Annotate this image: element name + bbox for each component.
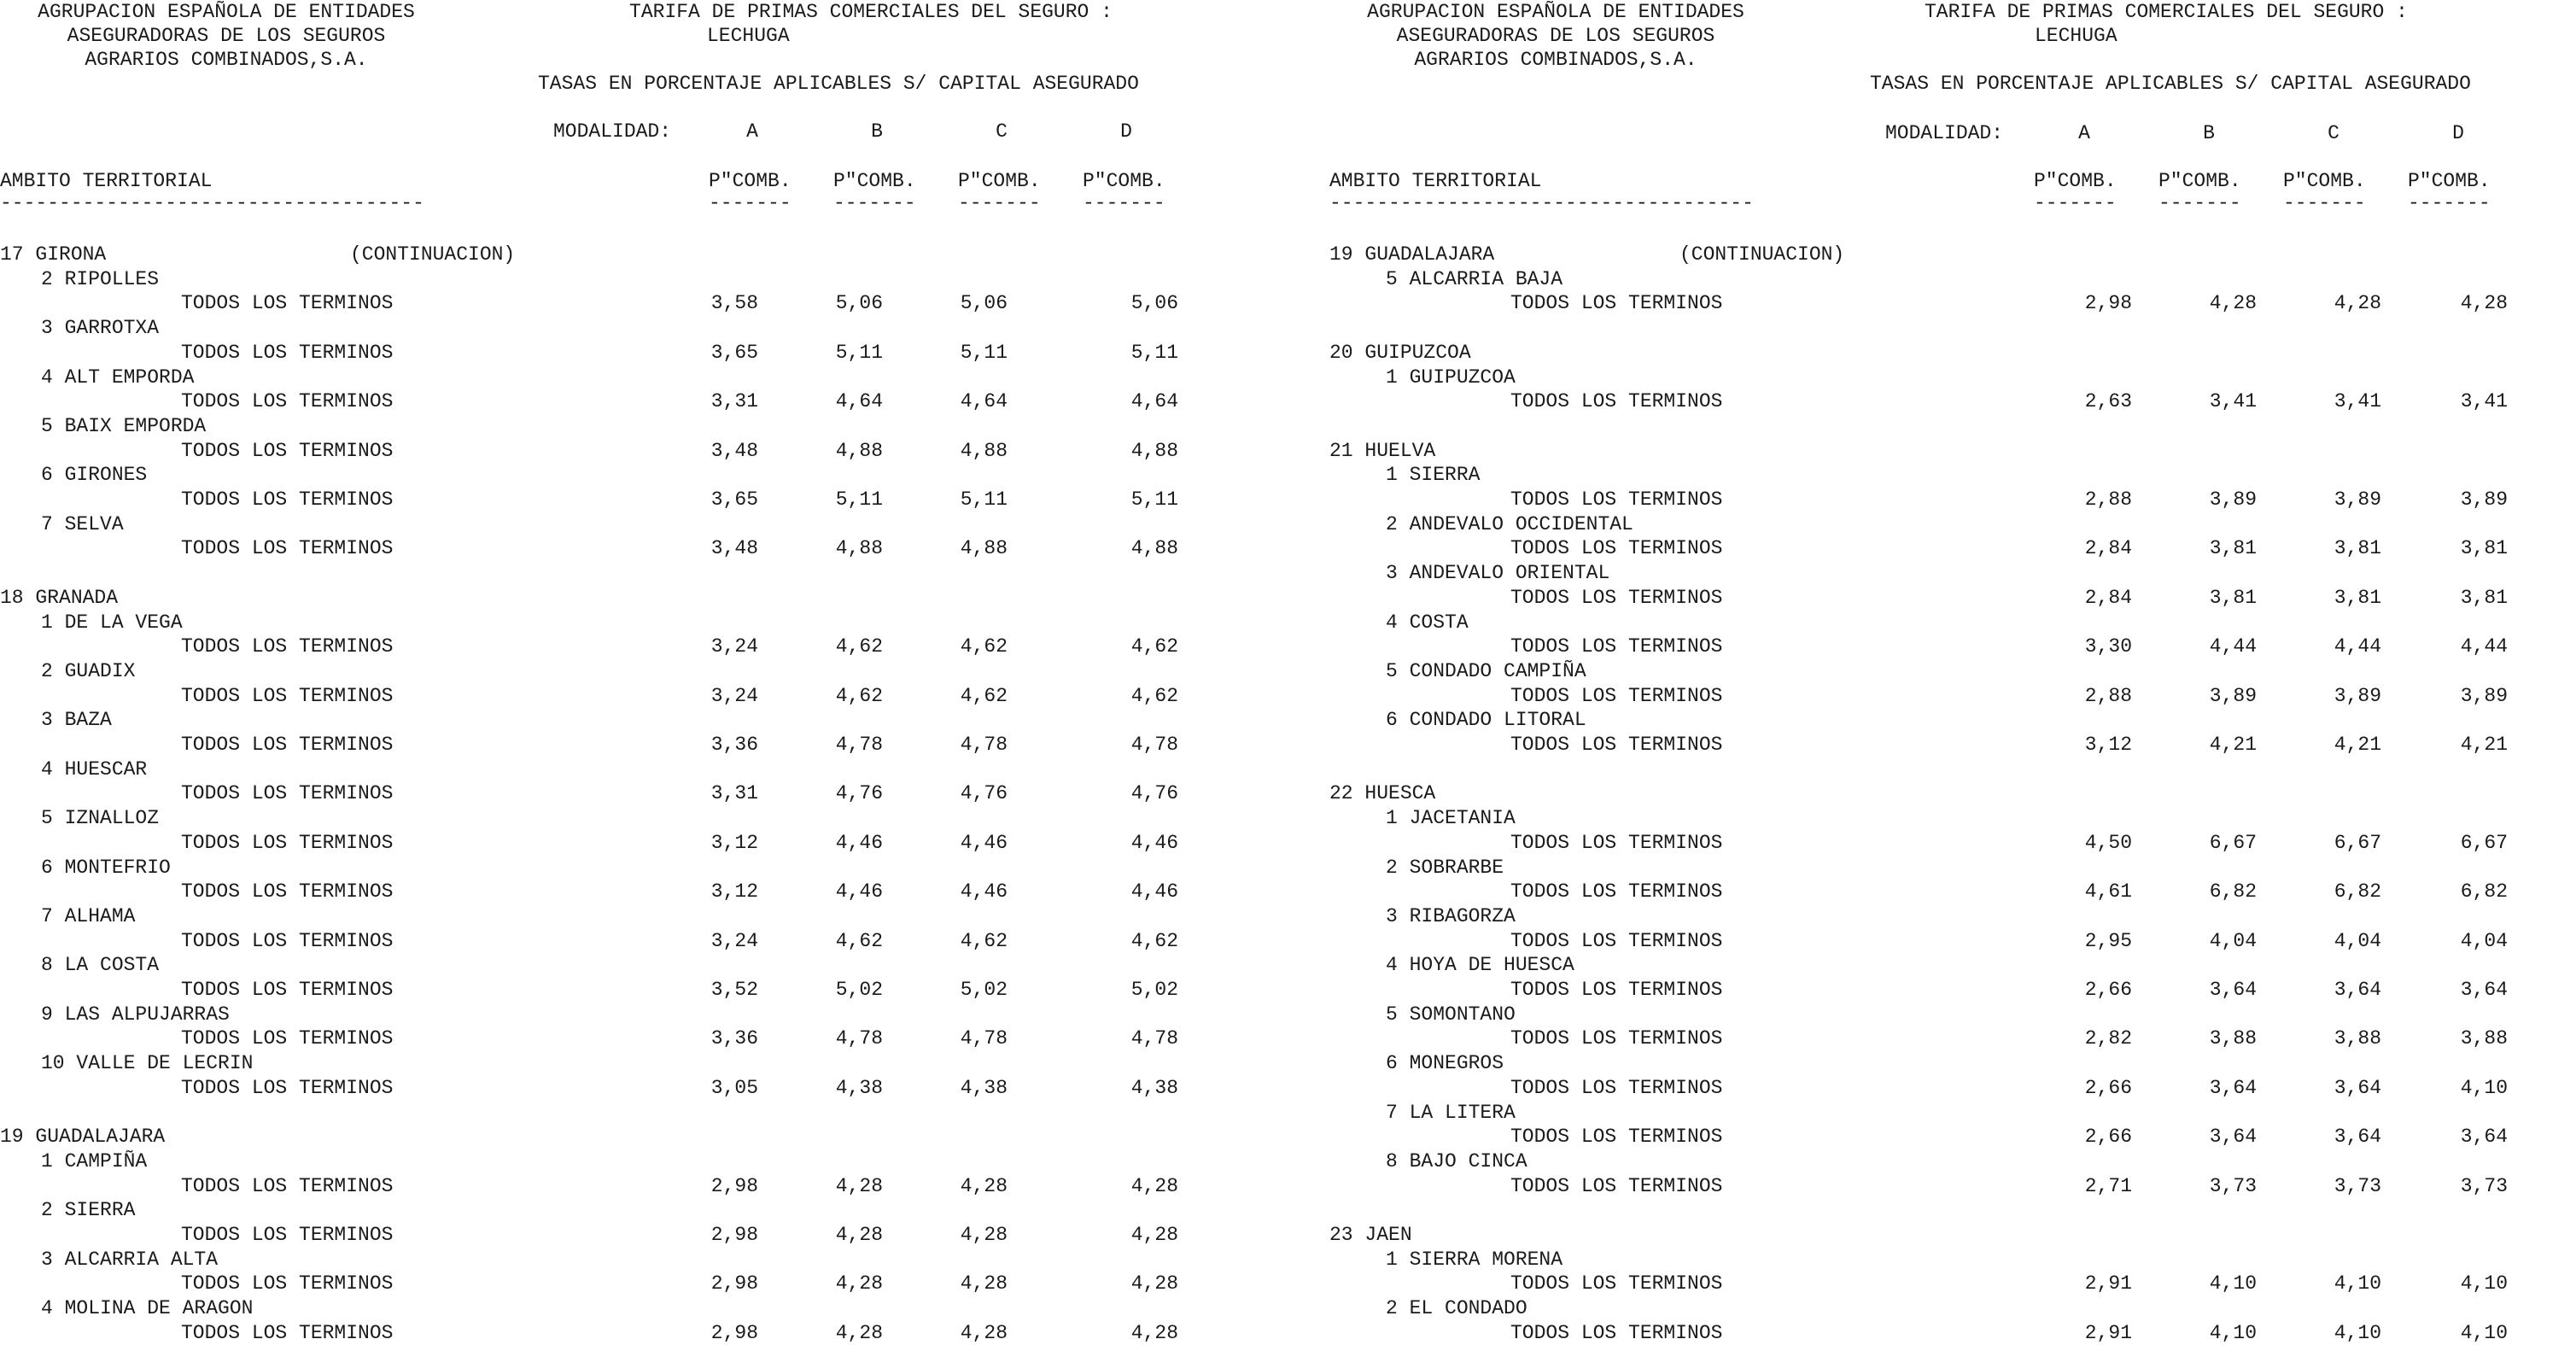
comarca-name: 2 EL CONDADO <box>1386 1297 1527 1320</box>
comarca-name: 4 HOYA DE HUESCA <box>1386 954 1574 977</box>
rate-value-d: 4,88 <box>1130 439 1178 462</box>
rate-value-b: 4,78 <box>835 1027 883 1050</box>
rate-value-c: 4,88 <box>960 537 1008 560</box>
rate-value-c: 4,78 <box>960 734 1008 756</box>
col-header-b: P"COMB. <box>2158 170 2241 192</box>
comarca-name: 2 RIPOLLES <box>41 267 160 290</box>
rate-value-a: 4,61 <box>2084 880 2132 903</box>
rate-value-d: 4,78 <box>1130 1027 1178 1050</box>
rate-value-c: 3,64 <box>2334 979 2381 1001</box>
comarca-name: 3 BAZA <box>41 709 112 732</box>
rate-value-b: 4,88 <box>835 439 883 462</box>
rate-value-b: 3,81 <box>2209 586 2257 609</box>
tariff-title: TARIFA DE PRIMAS COMERCIALES DEL SEGURO : <box>629 1 1113 23</box>
tariff-page-right <box>1329 0 2576 1344</box>
rate-value-c: 3,64 <box>2334 1076 2381 1099</box>
terms-label: TODOS LOS TERMINOS <box>1510 390 1723 413</box>
col-rule-b: ------- <box>833 192 916 214</box>
org-line-3: AGRARIOS COMBINADOS,S.A. <box>85 49 368 71</box>
rate-value-d: 3,89 <box>2460 684 2508 707</box>
col-header-b: P"COMB. <box>833 170 916 192</box>
rate-value-a: 3,12 <box>2084 734 2132 756</box>
terms-label: TODOS LOS TERMINOS <box>1510 1076 1723 1099</box>
terms-label: TODOS LOS TERMINOS <box>181 734 394 756</box>
modality-d: D <box>2452 122 2464 144</box>
rate-value-c: 3,89 <box>2334 488 2381 511</box>
terms-label: TODOS LOS TERMINOS <box>1510 1126 1723 1149</box>
comarca-name: 8 BAJO CINCA <box>1386 1149 1527 1172</box>
modality-b: B <box>2203 122 2215 144</box>
rate-value-b: 4,76 <box>835 782 883 805</box>
rate-value-b: 4,44 <box>2209 635 2257 658</box>
rate-value-a: 2,98 <box>710 1174 758 1197</box>
rate-value-c: 3,89 <box>2334 684 2381 707</box>
terms-label: TODOS LOS TERMINOS <box>181 831 394 854</box>
rate-value-d: 4,28 <box>2460 292 2508 315</box>
terms-label: TODOS LOS TERMINOS <box>1510 635 1723 658</box>
comarca-name: 3 ALCARRIA ALTA <box>41 1248 219 1271</box>
terms-label: TODOS LOS TERMINOS <box>181 1321 394 1344</box>
ambit-label: AMBITO TERRITORIAL <box>1329 170 1542 192</box>
org-line-2: ASEGURADORAS DE LOS SEGUROS <box>67 25 386 47</box>
rate-value-c: 4,46 <box>960 831 1008 854</box>
comarca-name: 7 ALHAMA <box>41 904 136 927</box>
rate-value-c: 4,28 <box>2334 292 2381 315</box>
rate-value-b: 4,46 <box>835 831 883 854</box>
rate-value-a: 3,31 <box>710 782 758 805</box>
rate-value-a: 2,84 <box>2084 586 2132 609</box>
org-line-3: AGRARIOS COMBINADOS,S.A. <box>1414 49 1697 71</box>
rate-value-a: 3,36 <box>710 1027 758 1050</box>
comarca-name: 4 COSTA <box>1386 611 1469 634</box>
rate-value-d: 3,81 <box>2460 586 2508 609</box>
province-name: 19 GUADALAJARA <box>0 1126 166 1149</box>
col-header-d: P"COMB. <box>1083 170 1165 192</box>
rate-value-b: 4,46 <box>835 880 883 903</box>
comarca-name: 4 ALT EMPORDA <box>41 365 195 389</box>
rate-value-c: 4,38 <box>960 1076 1008 1099</box>
rate-value-d: 4,28 <box>1130 1272 1178 1295</box>
rate-value-b: 4,88 <box>835 537 883 560</box>
rate-value-d: 3,89 <box>2460 488 2508 511</box>
terms-label: TODOS LOS TERMINOS <box>181 537 394 560</box>
rate-value-b: 4,21 <box>2209 734 2257 756</box>
terms-label: TODOS LOS TERMINOS <box>181 1224 394 1246</box>
terms-label: TODOS LOS TERMINOS <box>181 929 394 952</box>
rate-value-b: 3,89 <box>2209 684 2257 707</box>
terms-label: TODOS LOS TERMINOS <box>1510 831 1723 854</box>
col-rule-b: ------- <box>2158 192 2241 214</box>
terms-label: TODOS LOS TERMINOS <box>1510 1321 1723 1344</box>
rate-value-a: 3,12 <box>710 831 758 854</box>
col-header-c: P"COMB. <box>2283 170 2366 192</box>
rate-value-a: 3,48 <box>710 439 758 462</box>
rate-value-c: 5,02 <box>960 979 1008 1001</box>
rates-caption: TASAS EN PORCENTAJE APLICABLES S/ CAPITAL ASEGURADO <box>1870 73 2471 95</box>
terms-label: TODOS LOS TERMINOS <box>181 488 394 511</box>
rate-value-a: 3,48 <box>710 537 758 560</box>
comarca-name: 2 SOBRARBE <box>1386 856 1504 879</box>
rate-value-b: 4,28 <box>835 1224 883 1246</box>
modality-c: C <box>996 120 1008 143</box>
rate-value-d: 4,04 <box>2460 929 2508 952</box>
comarca-name: 6 GIRONES <box>41 464 148 487</box>
rate-value-b: 4,28 <box>835 1321 883 1344</box>
comarca-name: 7 LA LITERA <box>1386 1101 1516 1124</box>
rate-value-c: 4,44 <box>2334 635 2381 658</box>
province-name: 20 GUIPUZCOA <box>1329 341 1471 364</box>
rate-value-d: 3,64 <box>2460 979 2508 1001</box>
province-name: 23 JAEN <box>1329 1224 1412 1246</box>
rate-value-a: 3,65 <box>710 341 758 364</box>
rate-value-a: 2,66 <box>2084 979 2132 1001</box>
province-name: 19 GUADALAJARA <box>1329 243 1495 266</box>
rate-value-c: 4,28 <box>960 1321 1008 1344</box>
rate-value-d: 5,11 <box>1130 488 1178 511</box>
terms-label: TODOS LOS TERMINOS <box>181 782 394 805</box>
rate-value-c: 4,78 <box>960 1027 1008 1050</box>
rate-value-c: 4,10 <box>2334 1272 2381 1295</box>
rate-value-c: 3,41 <box>2334 390 2381 413</box>
rate-value-b: 3,64 <box>2209 979 2257 1001</box>
comarca-name: 1 SIERRA <box>1386 464 1481 487</box>
rate-value-c: 4,28 <box>960 1272 1008 1295</box>
col-rule-a: ------- <box>2034 192 2117 214</box>
rate-value-c: 5,11 <box>960 488 1008 511</box>
rate-value-a: 3,30 <box>2084 635 2132 658</box>
comarca-name: 3 GARROTXA <box>41 317 160 340</box>
terms-label: TODOS LOS TERMINOS <box>1510 537 1723 560</box>
rate-value-d: 4,10 <box>2460 1272 2508 1295</box>
rate-value-a: 4,50 <box>2084 831 2132 854</box>
rate-value-d: 4,46 <box>1130 831 1178 854</box>
comarca-name: 2 SIERRA <box>41 1199 136 1222</box>
comarca-name: 1 CAMPIÑA <box>41 1149 148 1172</box>
crop-name: LECHUGA <box>2035 25 2117 47</box>
rate-value-d: 3,81 <box>2460 537 2508 560</box>
continuation-note: (CONTINUACION) <box>350 243 516 266</box>
province-name: 18 GRANADA <box>0 586 119 609</box>
rate-value-b: 4,62 <box>835 684 883 707</box>
rate-value-b: 4,28 <box>2209 292 2257 315</box>
rate-value-a: 2,98 <box>2084 292 2132 315</box>
comarca-name: 2 ANDEVALO OCCIDENTAL <box>1386 512 1633 535</box>
rate-value-a: 3,24 <box>710 684 758 707</box>
rate-value-a: 2,63 <box>2084 390 2132 413</box>
terms-label: TODOS LOS TERMINOS <box>181 1272 394 1295</box>
rate-value-a: 2,71 <box>2084 1174 2132 1197</box>
rate-value-c: 4,46 <box>960 880 1008 903</box>
col-rule-d: ------- <box>2408 192 2491 214</box>
rate-value-c: 3,88 <box>2334 1027 2381 1050</box>
modality-a: A <box>746 120 758 143</box>
rate-value-d: 3,64 <box>2460 1126 2508 1149</box>
rate-value-d: 4,88 <box>1130 537 1178 560</box>
rate-value-b: 6,82 <box>2209 880 2257 903</box>
rate-value-c: 4,62 <box>960 929 1008 952</box>
comarca-name: 4 HUESCAR <box>41 757 148 781</box>
rate-value-b: 3,89 <box>2209 488 2257 511</box>
rate-value-a: 2,88 <box>2084 684 2132 707</box>
rate-value-a: 3,58 <box>710 292 758 315</box>
rate-value-a: 2,98 <box>710 1321 758 1344</box>
rate-value-d: 5,06 <box>1130 292 1178 315</box>
rate-value-c: 4,62 <box>960 684 1008 707</box>
rate-value-c: 5,11 <box>960 341 1008 364</box>
org-line-1: AGRUPACION ESPAÑOLA DE ENTIDADES <box>38 1 415 23</box>
rate-value-b: 4,28 <box>835 1272 883 1295</box>
rate-value-d: 4,46 <box>1130 880 1178 903</box>
terms-label: TODOS LOS TERMINOS <box>1510 586 1723 609</box>
province-name: 17 GIRONA <box>0 243 107 266</box>
comarca-name: 5 BAIX EMPORDA <box>41 414 207 437</box>
rate-value-b: 5,06 <box>835 292 883 315</box>
modality-d: D <box>1120 120 1132 143</box>
terms-label: TODOS LOS TERMINOS <box>181 439 394 462</box>
rate-value-b: 4,10 <box>2209 1272 2257 1295</box>
rate-value-d: 3,88 <box>2460 1027 2508 1050</box>
rate-value-d: 6,82 <box>2460 880 2508 903</box>
comarca-name: 6 MONTEFRIO <box>41 856 171 879</box>
rate-value-b: 3,88 <box>2209 1027 2257 1050</box>
rate-value-d: 4,62 <box>1130 929 1178 952</box>
rate-value-d: 4,64 <box>1130 390 1178 413</box>
rate-value-d: 4,44 <box>2460 635 2508 658</box>
rate-value-c: 4,21 <box>2334 734 2381 756</box>
rate-value-a: 2,91 <box>2084 1321 2132 1344</box>
rate-value-b: 3,64 <box>2209 1076 2257 1099</box>
rate-value-b: 5,02 <box>835 979 883 1001</box>
rate-value-c: 4,10 <box>2334 1321 2381 1344</box>
rate-value-b: 4,62 <box>835 635 883 658</box>
rate-value-a: 3,65 <box>710 488 758 511</box>
province-name: 21 HUELVA <box>1329 439 1436 462</box>
comarca-name: 6 CONDADO LITORAL <box>1386 709 1586 732</box>
rate-value-b: 3,81 <box>2209 537 2257 560</box>
tariff-page-left <box>0 0 1281 1344</box>
rate-value-c: 4,28 <box>960 1224 1008 1246</box>
comarca-name: 2 GUADIX <box>41 659 136 682</box>
ambit-rule: ------------------------------------ <box>0 192 424 214</box>
rate-value-b: 3,73 <box>2209 1174 2257 1197</box>
rate-value-a: 3,36 <box>710 734 758 756</box>
rate-value-b: 4,78 <box>835 734 883 756</box>
rate-value-d: 4,28 <box>1130 1174 1178 1197</box>
terms-label: TODOS LOS TERMINOS <box>181 1174 394 1197</box>
rate-value-a: 2,98 <box>710 1272 758 1295</box>
rate-value-a: 3,12 <box>710 880 758 903</box>
rate-value-c: 5,06 <box>960 292 1008 315</box>
terms-label: TODOS LOS TERMINOS <box>181 1027 394 1050</box>
modality-b: B <box>871 120 883 143</box>
rate-value-a: 2,66 <box>2084 1126 2132 1149</box>
terms-label: TODOS LOS TERMINOS <box>181 880 394 903</box>
rate-value-c: 4,88 <box>960 439 1008 462</box>
crop-name: LECHUGA <box>707 25 790 47</box>
rate-value-b: 5,11 <box>835 341 883 364</box>
col-header-d: P"COMB. <box>2408 170 2491 192</box>
comarca-name: 7 SELVA <box>41 512 124 535</box>
rate-value-d: 4,10 <box>2460 1321 2508 1344</box>
rate-value-a: 2,91 <box>2084 1272 2132 1295</box>
rate-value-d: 3,41 <box>2460 390 2508 413</box>
rate-value-d: 5,02 <box>1130 979 1178 1001</box>
terms-label: TODOS LOS TERMINOS <box>1510 1174 1723 1197</box>
rates-caption: TASAS EN PORCENTAJE APLICABLES S/ CAPITAL ASEGURADO <box>538 73 1139 95</box>
rate-value-c: 4,64 <box>960 390 1008 413</box>
rate-value-a: 2,66 <box>2084 1076 2132 1099</box>
ambit-label: AMBITO TERRITORIAL <box>0 170 213 192</box>
terms-label: TODOS LOS TERMINOS <box>181 684 394 707</box>
rate-value-c: 6,67 <box>2334 831 2381 854</box>
rate-value-c: 3,64 <box>2334 1126 2381 1149</box>
terms-label: TODOS LOS TERMINOS <box>181 979 394 1001</box>
rate-value-a: 2,84 <box>2084 537 2132 560</box>
comarca-name: 5 SOMONTANO <box>1386 1003 1516 1026</box>
rate-value-b: 4,62 <box>835 929 883 952</box>
comarca-name: 1 JACETANIA <box>1386 807 1516 830</box>
rate-value-c: 4,04 <box>2334 929 2381 952</box>
rate-value-b: 4,10 <box>2209 1321 2257 1344</box>
col-header-a: P"COMB. <box>2034 170 2117 192</box>
rate-value-a: 2,98 <box>710 1224 758 1246</box>
col-header-a: P"COMB. <box>709 170 791 192</box>
rate-value-d: 4,38 <box>1130 1076 1178 1099</box>
rate-value-d: 4,28 <box>1130 1321 1178 1344</box>
rate-value-a: 3,24 <box>710 635 758 658</box>
rate-value-d: 6,67 <box>2460 831 2508 854</box>
rate-value-c: 6,82 <box>2334 880 2381 903</box>
rate-value-a: 3,05 <box>710 1076 758 1099</box>
comarca-name: 9 LAS ALPUJARRAS <box>41 1003 230 1026</box>
comarca-name: 1 DE LA VEGA <box>41 611 183 634</box>
modality-label: MODALIDAD: <box>553 120 672 143</box>
terms-label: TODOS LOS TERMINOS <box>181 1076 394 1099</box>
rate-value-a: 3,31 <box>710 390 758 413</box>
modality-a: A <box>2078 122 2090 144</box>
comarca-name: 4 MOLINA DE ARAGON <box>41 1297 254 1320</box>
rate-value-d: 4,78 <box>1130 734 1178 756</box>
rate-value-d: 4,10 <box>2460 1076 2508 1099</box>
org-line-2: ASEGURADORAS DE LOS SEGUROS <box>1396 25 1715 47</box>
comarca-name: 6 MONEGROS <box>1386 1052 1504 1075</box>
rate-value-d: 5,11 <box>1130 341 1178 364</box>
rate-value-b: 4,64 <box>835 390 883 413</box>
province-name: 22 HUESCA <box>1329 782 1436 805</box>
terms-label: TODOS LOS TERMINOS <box>1510 880 1723 903</box>
comarca-name: 5 IZNALLOZ <box>41 807 160 830</box>
rate-value-d: 4,28 <box>1130 1224 1178 1246</box>
terms-label: TODOS LOS TERMINOS <box>1510 684 1723 707</box>
rate-value-c: 3,81 <box>2334 537 2381 560</box>
rate-value-c: 4,28 <box>960 1174 1008 1197</box>
comarca-name: 5 CONDADO CAMPIÑA <box>1386 659 1586 682</box>
modality-label: MODALIDAD: <box>1885 122 2004 144</box>
comarca-name: 1 GUIPUZCOA <box>1386 365 1516 389</box>
rate-value-a: 2,95 <box>2084 929 2132 952</box>
rate-value-c: 3,73 <box>2334 1174 2381 1197</box>
rate-value-c: 4,62 <box>960 635 1008 658</box>
terms-label: TODOS LOS TERMINOS <box>1510 292 1723 315</box>
rate-value-d: 4,62 <box>1130 684 1178 707</box>
tariff-title: TARIFA DE PRIMAS COMERCIALES DEL SEGURO : <box>1925 1 2408 23</box>
col-rule-c: ------- <box>958 192 1041 214</box>
rate-value-c: 3,81 <box>2334 586 2381 609</box>
rate-value-b: 3,41 <box>2209 390 2257 413</box>
terms-label: TODOS LOS TERMINOS <box>1510 979 1723 1001</box>
rate-value-d: 4,62 <box>1130 635 1178 658</box>
comarca-name: 10 VALLE DE LECRIN <box>41 1052 254 1075</box>
rate-value-b: 4,38 <box>835 1076 883 1099</box>
rate-value-a: 2,88 <box>2084 488 2132 511</box>
terms-label: TODOS LOS TERMINOS <box>1510 1027 1723 1050</box>
rate-value-b: 6,67 <box>2209 831 2257 854</box>
rate-value-b: 5,11 <box>835 488 883 511</box>
terms-label: TODOS LOS TERMINOS <box>181 292 394 315</box>
rate-value-d: 4,21 <box>2460 734 2508 756</box>
rate-value-d: 3,73 <box>2460 1174 2508 1197</box>
comarca-name: 3 RIBAGORZA <box>1386 904 1516 927</box>
rate-value-b: 3,64 <box>2209 1126 2257 1149</box>
org-line-1: AGRUPACION ESPAÑOLA DE ENTIDADES <box>1367 1 1744 23</box>
comarca-name: 3 ANDEVALO ORIENTAL <box>1386 562 1610 585</box>
rate-value-a: 2,82 <box>2084 1027 2132 1050</box>
rate-value-d: 4,76 <box>1130 782 1178 805</box>
terms-label: TODOS LOS TERMINOS <box>181 390 394 413</box>
rate-value-a: 3,52 <box>710 979 758 1001</box>
rate-value-a: 3,24 <box>710 929 758 952</box>
comarca-name: 1 SIERRA MORENA <box>1386 1248 1563 1271</box>
rate-value-c: 4,76 <box>960 782 1008 805</box>
ambit-rule: ------------------------------------ <box>1329 192 1754 214</box>
modality-c: C <box>2328 122 2339 144</box>
continuation-note: (CONTINUACION) <box>1679 243 1845 266</box>
col-rule-c: ------- <box>2283 192 2366 214</box>
rate-value-b: 4,28 <box>835 1174 883 1197</box>
terms-label: TODOS LOS TERMINOS <box>181 635 394 658</box>
col-header-c: P"COMB. <box>958 170 1041 192</box>
terms-label: TODOS LOS TERMINOS <box>1510 488 1723 511</box>
col-rule-d: ------- <box>1083 192 1165 214</box>
comarca-name: 8 LA COSTA <box>41 954 160 977</box>
terms-label: TODOS LOS TERMINOS <box>181 341 394 364</box>
terms-label: TODOS LOS TERMINOS <box>1510 929 1723 952</box>
comarca-name: 5 ALCARRIA BAJA <box>1386 267 1563 290</box>
rate-value-b: 4,04 <box>2209 929 2257 952</box>
terms-label: TODOS LOS TERMINOS <box>1510 734 1723 756</box>
terms-label: TODOS LOS TERMINOS <box>1510 1272 1723 1295</box>
col-rule-a: ------- <box>709 192 791 214</box>
